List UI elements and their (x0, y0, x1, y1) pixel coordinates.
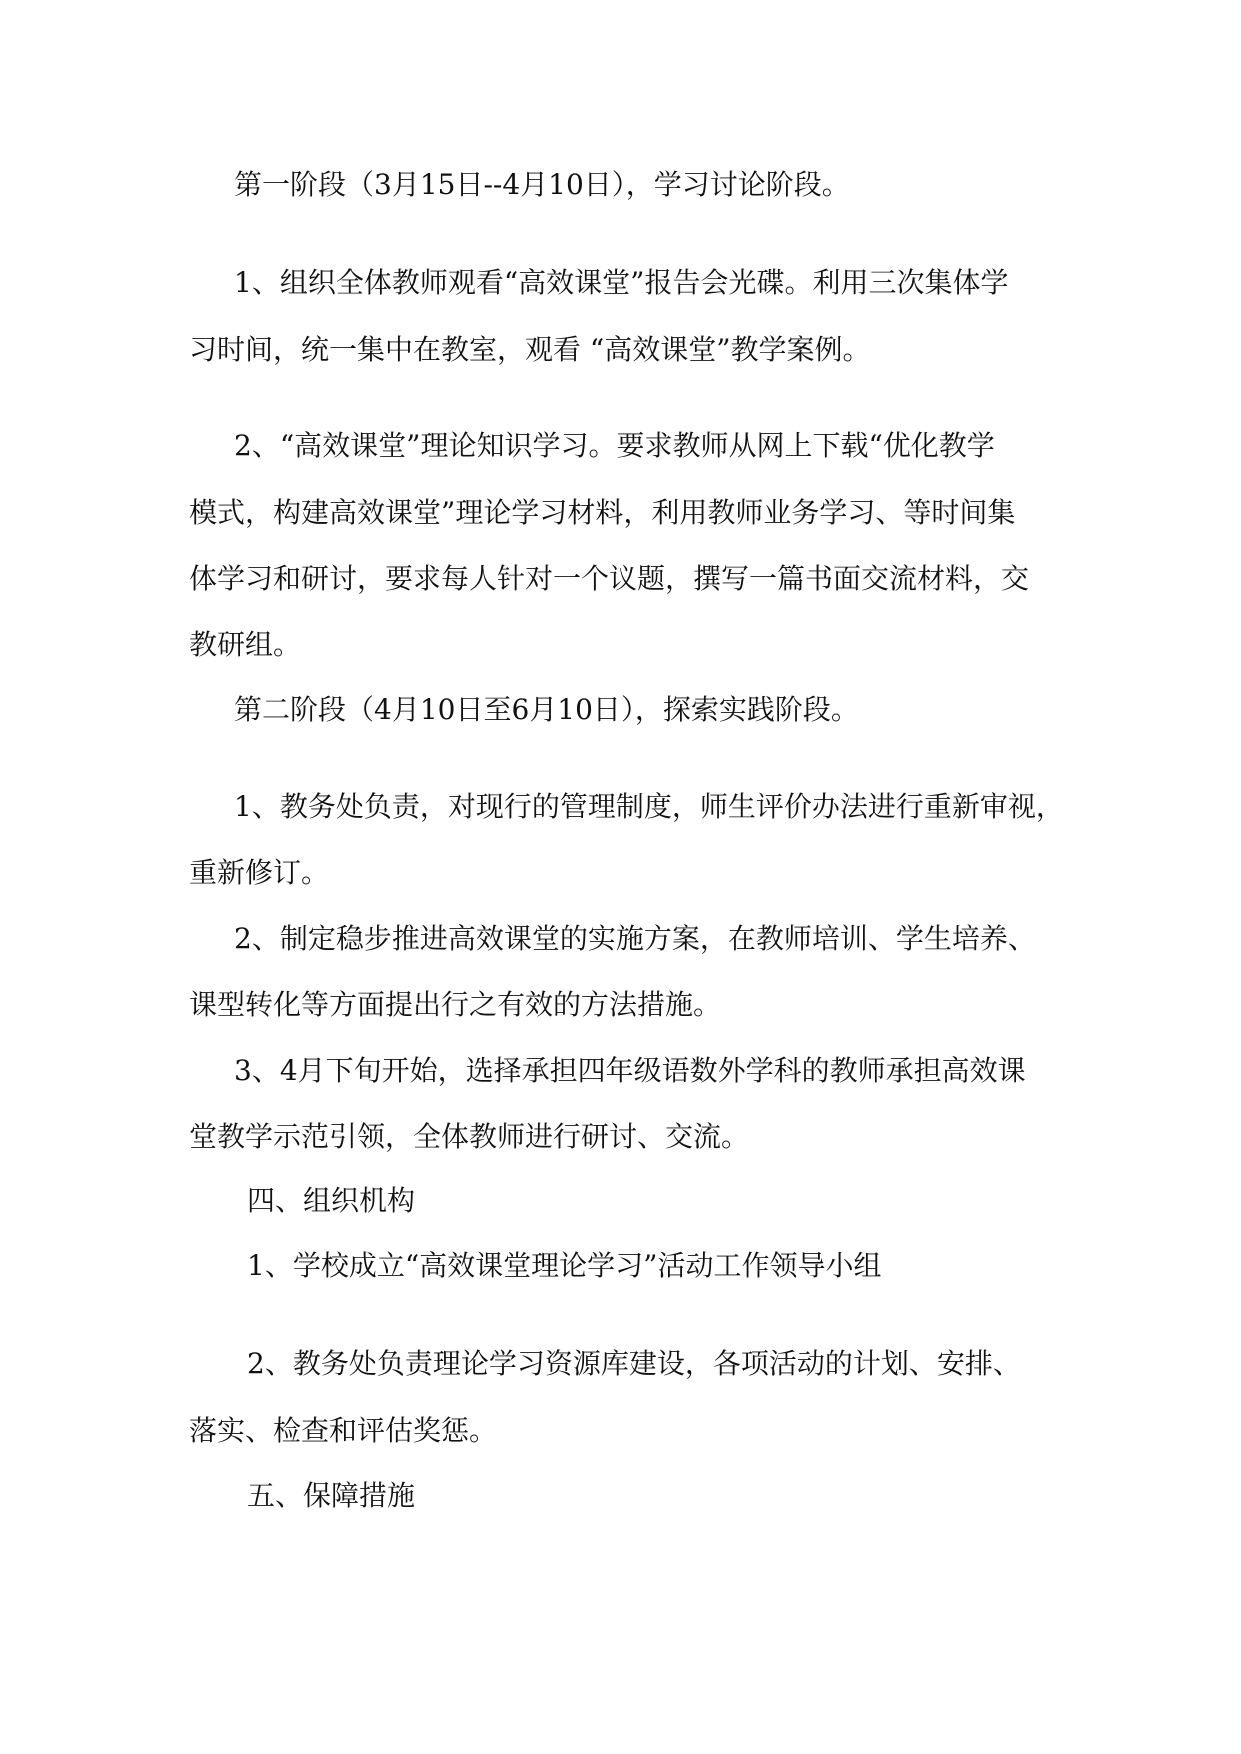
section-heading: 四、组织机构 (247, 1184, 416, 1217)
text-line: 重新修订。 (189, 856, 330, 889)
text-line: 教研组。 (189, 628, 302, 661)
text-line: 1、组织全体教师观看“高效课堂”报告会光碟。利用三次集体学 (234, 266, 1009, 299)
text-line: 落实、检查和评估奖惩。 (189, 1414, 498, 1447)
text-line: 习时间，统一集中在教室，观看 “高效课堂”教学案例。 (189, 333, 871, 366)
text-line: 1、学校成立“高效课堂理论学习”活动工作领导小组 (247, 1249, 882, 1282)
text-line: 第一阶段（3月15日--4月10日），学习讨论阶段。 (234, 168, 850, 201)
text-line: 堂教学示范引领，全体教师进行研讨、交流。 (189, 1120, 750, 1153)
text-line: 模式，构建高效课堂”理论学习材料，利用教师业务学习、等时间集 (189, 496, 1016, 529)
text-line: 2、制定稳步推进高效课堂的实施方案，在教师培训、学生培养、 (234, 922, 1036, 955)
text-line: 体学习和研讨，要求每人针对一个议题，撰写一篇书面交流材料，交 (189, 562, 1030, 595)
text-line: 2、“高效课堂”理论知识学习。要求教师从网上下载“优化教学 (234, 429, 995, 462)
text-line: 课型转化等方面提出行之有效的方法措施。 (189, 988, 722, 1021)
text-line: 1、教务处负责，对现行的管理制度，师生评价办法进行重新审视， (234, 790, 1064, 823)
text-line: 3、4月下旬开始，选择承担四年级语数外学科的教师承担高效课 (234, 1054, 1026, 1087)
section-heading: 五、保障措施 (247, 1479, 416, 1512)
text-line: 第二阶段（4月10日至6月10日），探索实践阶段。 (234, 693, 859, 726)
text-line: 2、教务处负责理论学习资源库建设，各项活动的计划、安排、 (247, 1347, 1021, 1380)
